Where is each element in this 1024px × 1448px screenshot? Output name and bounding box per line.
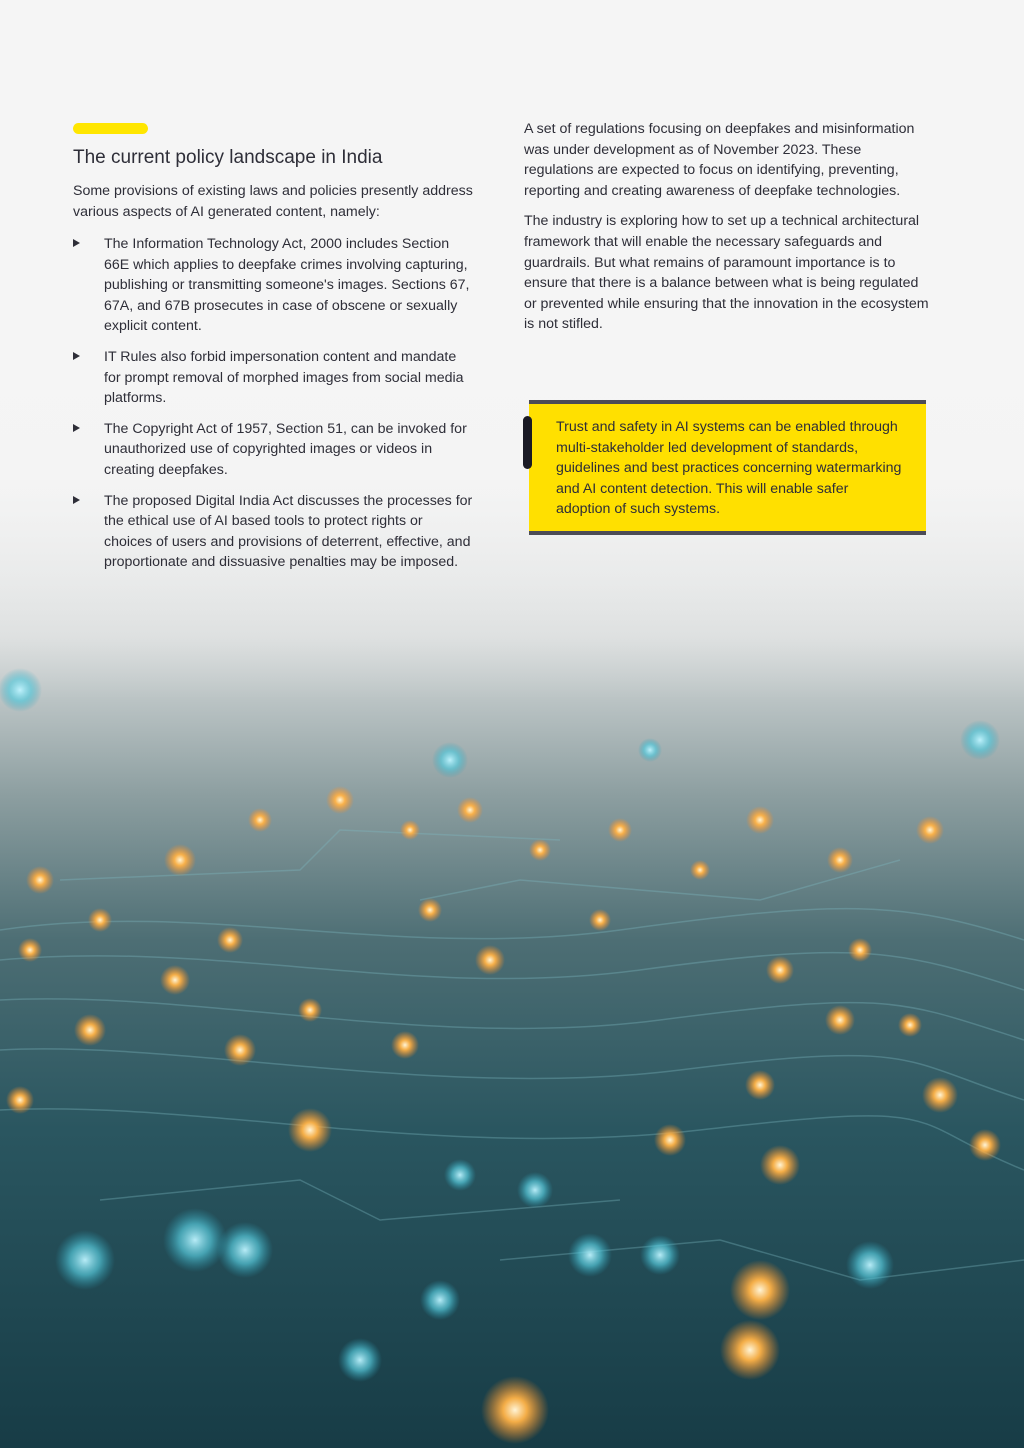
policy-bullet-list: [73, 234, 473, 583]
bullet-text: IT Rules also forbid impersonation content and mandate for prompt removal of morphed images from social media platforms.: [104, 348, 464, 407]
section-heading: The current policy landscape in India: [73, 147, 383, 168]
intro-paragraph: Some provisions of existing laws and policies presently address various aspects of AI generated content, namely:: [73, 183, 473, 220]
triangle-right-icon: [73, 239, 80, 247]
callout-text: Trust and safety in AI systems can be enabled through multi-stakeholder led development of standards, guidelines and best practices concerning watermarking and AI content detection. This will enable safer adoption of such systems.: [556, 419, 902, 518]
regulations-paragraph: A set of regulations focusing on deepfakes and misinformation was under development as of November 2023. These regulations are expected to focus on identifying, preventing, reporting and creating awareness of deepfake technologies.: [524, 121, 915, 199]
list-item: [73, 491, 473, 573]
right-column: [524, 119, 929, 345]
list-item: [73, 234, 473, 337]
bullet-text: The proposed Digital India Act discusses the processes for the ethical use of AI based tools to protect rights or choices of users and provisions of deterrent, effective, and proportionate and dissuasive penalties may be imposed.: [104, 492, 473, 571]
list-item: [73, 347, 473, 409]
triangle-right-icon: [73, 496, 80, 504]
callout-marker: [523, 416, 532, 469]
triangle-right-icon: [73, 424, 80, 432]
bullet-text: The Copyright Act of 1957, Section 51, can be invoked for unauthorized use of copyrighted images or videos in creating deepfakes.: [104, 420, 467, 478]
triangle-right-icon: [73, 352, 80, 360]
bullet-text: The Information Technology Act, 2000 includes Section 66E which applies to deepfake crimes involving capturing, publishing or transmitting someone's images. Sections 67, 67A, and 67B prosecutes in case of obscene or sexually explicit content.: [104, 236, 470, 335]
callout-box: [529, 400, 926, 535]
industry-paragraph: The industry is exploring how to set up a technical architectural framework that will enable the necessary safeguards and guardrails. But what remains of paramount importance is to ensure that there is a balance between what is being regulated or prevented while ensuring that the innovation in the ecosystem is not stifled.: [524, 213, 929, 333]
list-item: [73, 419, 473, 481]
heading-accent-bar: [73, 123, 148, 134]
